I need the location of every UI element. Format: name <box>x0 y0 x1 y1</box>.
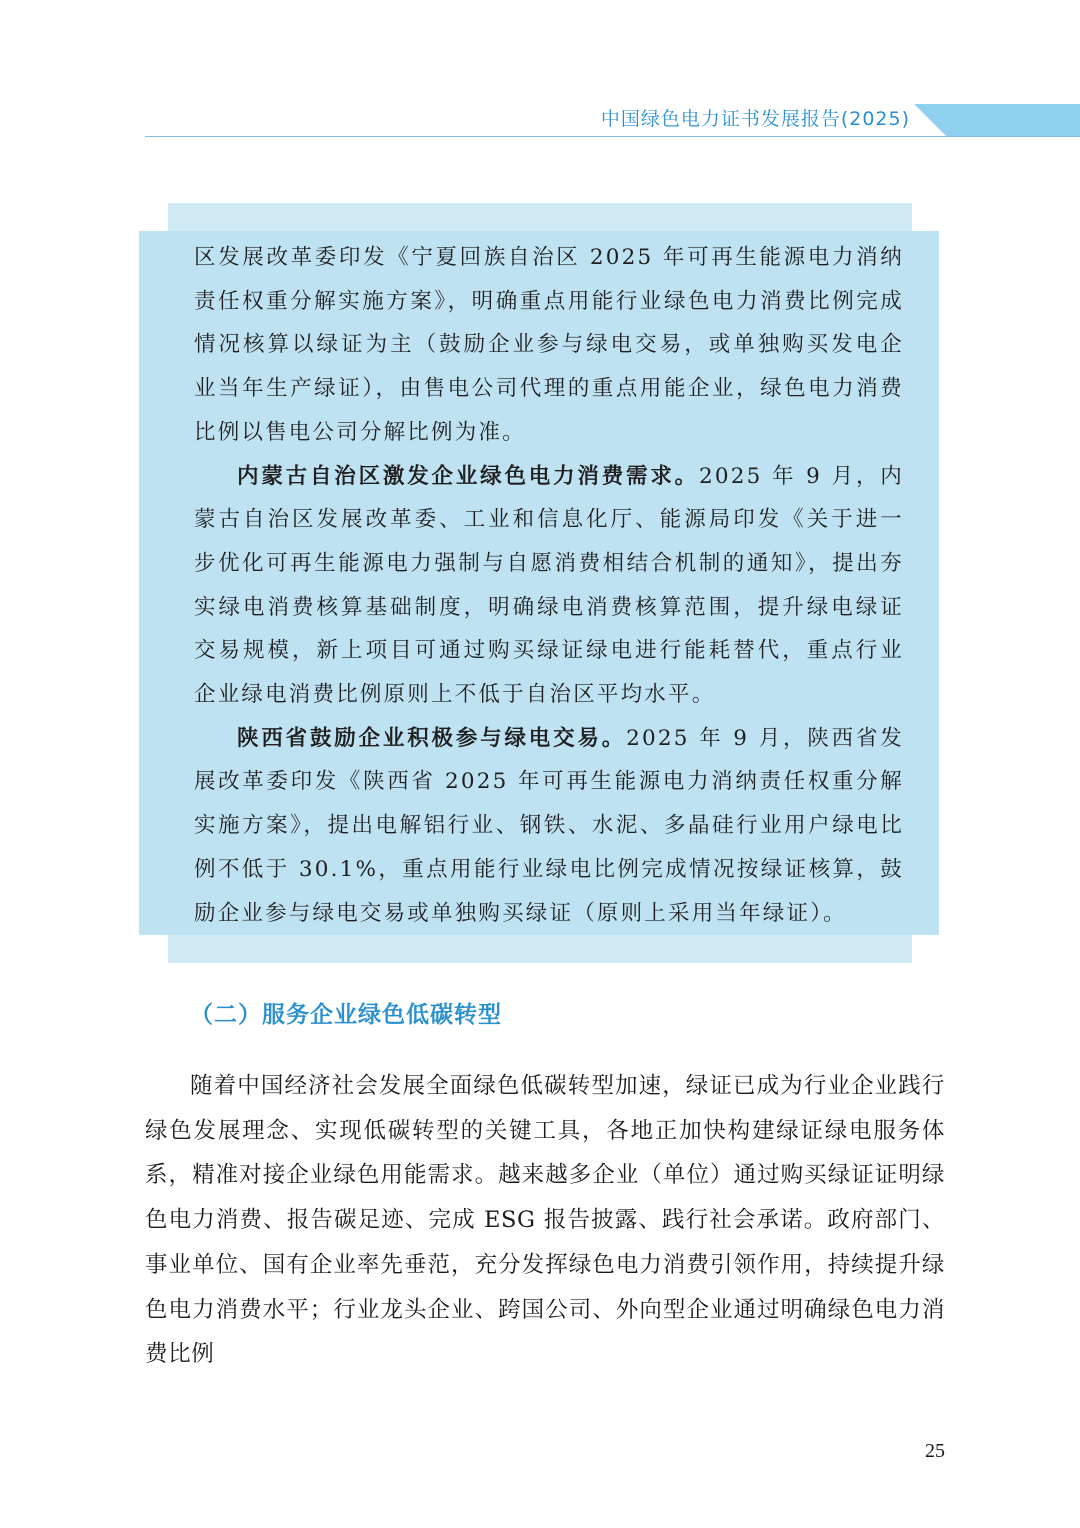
callout-text <box>194 236 904 935</box>
callout-body-shaanxi: 2025 年 9 月，陕西省发展改革委印发《陕西省 2025 年可再生能源电力消纳责任权重分解实施方案》，提出电解铝行业、钢铁、水泥、多晶硅行业用户绿电比例不低于 30.1%，重点用能行业绿电比例完成情况按绿证核算，鼓励企业参与绿电交易或单独购买绿证（原则上采用当年绿证）。 <box>194 725 905 926</box>
callout-lead-neimenggu: 内蒙古自治区激发企业绿色电力消费需求。 <box>237 463 699 489</box>
callout-paragraph-shaanxi <box>194 717 904 936</box>
page-number: 25 <box>925 1440 945 1462</box>
section-heading: （二）服务企业绿色低碳转型 <box>190 1002 502 1028</box>
body-paragraph: 随着中国经济社会发展全面绿色低碳转型加速，绿证已成为行业企业践行绿色发展理念、实现低碳转型的关键工具，各地正加快构建绿证绿电服务体系，精准对接企业绿色用能需求。越来越多企业（单位）通过购买绿证证明绿色电力消费、报告碳足迹、完成 ESG 报告披露、践行社会承诺。政府部门、事业单位、国有企业率先垂范，充分发挥绿色电力消费引领作用，持续提升绿色电力消费水平；行业龙头企业、跨国公司、外向型企业通过明确绿色电力消费比例 <box>145 1073 945 1368</box>
callout-paragraph-neimenggu <box>194 455 904 717</box>
header-rule <box>145 136 1080 137</box>
callout-body-neimenggu: 2025 年 9 月，内蒙古自治区发展改革委、工业和信息化厅、能源局印发《关于进一步优化可再生能源电力强制与自愿消费相结合机制的通知》，提出夯实绿电消费核算基础制度，明确绿电消费核算范围，提升绿电绿证交易规模，新上项目可通过购买绿证绿电进行能耗替代，重点行业企业绿电消费比例原则上不低于自治区平均水平。 <box>194 463 904 708</box>
callout-paragraph-ningxia: 区发展改革委印发《宁夏回族自治区 2025 年可再生能源电力消纳责任权重分解实施方案》，明确重点用能行业绿色电力消费比例完成情况核算以绿证为主（鼓励企业参与绿电交易，或单独购买发电企业当年生产绿证），由售电公司代理的重点用能企业，绿色电力消费比例以售电公司分解比例为准。 <box>194 245 904 445</box>
running-header-title: 中国绿色电力证书发展报告(2025) <box>600 108 910 130</box>
callout-lead-shaanxi: 陕西省鼓励企业积极参与绿电交易。 <box>237 725 627 751</box>
header-tab-decoration <box>914 104 1080 137</box>
